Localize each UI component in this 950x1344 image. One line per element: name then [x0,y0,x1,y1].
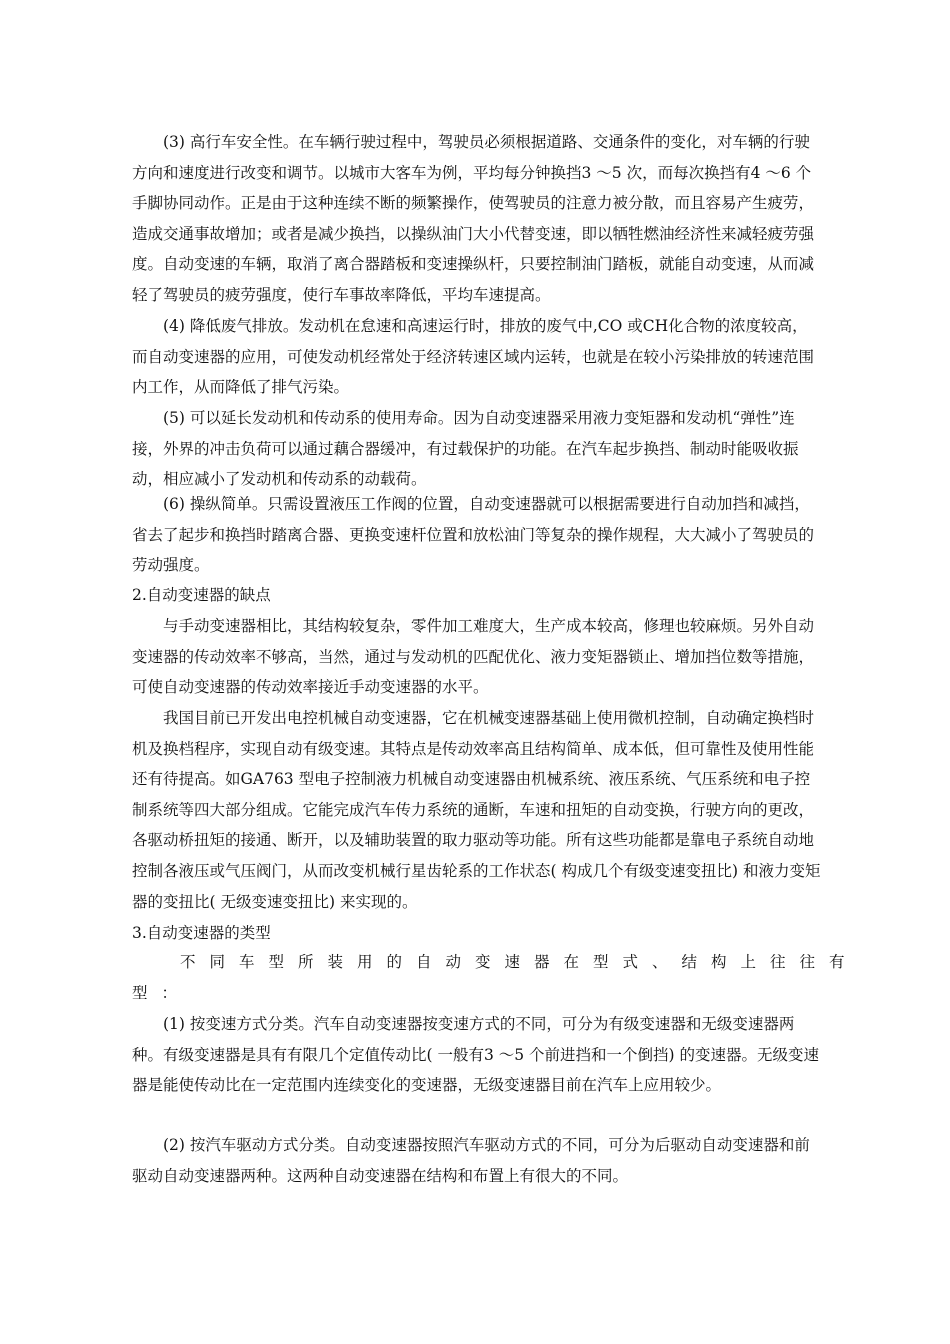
types-intro [132,947,938,1008]
paragraph-simple-operation: (6) 操纵简单。只需设置液压工作阀的位置，自动变速器就可以根据需要进行自动加挡和减挡，省去了起步和换挡时踏离合器、更换变速杆位置和放松油门等复杂的操作规程，大大减小了驾驶员的劳动强度。 [132,495,815,575]
paragraph-emissions: (4) 降低废气排放。发动机在怠速和高速运行时，排放的废气中,CO 或CH化合物的浓度较高，而自动变速器的应用，可使发动机经常处于经济转速区域内运转，也就是在较小污染排放的转速范围内工作，从而降低了排气污染。 [132,317,815,397]
paragraph-domestic-development: 我国目前已开发出电控机械自动变速器，它在机械变速器基础上使用微机控制，自动确定换档时机及换档程序，实现自动有级变速。其特点是传动效率高且结构简单、成本低，但可靠性及使用性能还有待提高。如GA763 型电子控制液力机械自动变速器由机械系统、液压系统、气压系统和电子控制系统等四大部分组成。它能完成汽车传力系统的通断，车速和扭矩的自动变换，行驶方向的更改，各驱动桥扭矩的接通、断开，以及辅助装置的取力驱动等功能。所有这些功能都是靠电子系统自动地控制各液压或气压阀门，从而改变机械行星齿轮系的工作状态( 构成几个有级变速变扭比) 和液力变矩器的变扭比( 无级变速变扭比) 来实现的。 [132,709,821,911]
paragraph-lifespan: (5) 可以延长发动机和传动系的使用寿命。因为自动变速器采用液力变矩器和发动机“弹性”连接，外界的冲击负荷可以通过藕合器缓冲，有过载保护的功能。在汽车起步换挡、制动时能吸收振动，相应减小了发动机和传动系的动载荷。 [132,409,799,489]
paragraph-drawbacks: 与手动变速器相比，其结构较复杂，零件加工难度大，生产成本较高，修理也较麻烦。另外自动变速器的传动效率不够高，当然，通过与发动机的匹配优化、液力变矩器锁止、增加挡位数等措施，可使自动变速器的传动效率接近手动变速器的水平。 [132,617,815,697]
types-intro-text-1: 不同车型所装用的自动变速器在型式、结构上往往有 [180,953,859,971]
types-intro-text-2: 型： [132,983,192,1002]
types-intro-line-1 [132,947,938,978]
paragraph-by-shift-method: (1) 按变速方式分类。汽车自动变速器按变速方式的不同，可分为有级变速器和无级变速器两种。有级变速器是具有有限几个定值传动比( 一般有3 ～5 个前进挡和一个倒挡) 的变速器。无级变速器是能使传动比在一定范围内连续变化的变速器，无级变速器目前在汽车上应用较少。 [132,1015,820,1095]
paragraph-safety: (3) 高行车安全性。在车辆行驶过程中，驾驶员必须根据道路、交通条件的变化，对车辆的行驶方向和速度进行改变和调节。以城市大客车为例，平均每分钟换挡3 ～5 次，而每次换挡有4 ～6 个手脚协同动作。正是由于这种连续不断的频繁操作，使驾驶员的注意力被分散，而且容易产生疲劳，造成交通事故增加；或者是减少换挡，以操纵油门大小代替变速，即以牺牲燃油经济性来减轻疲劳强度。自动变速的车辆，取消了离合器踏板和变速操纵杆，只要控制油门踏板，就能自动变速，从而减轻了驾驶员的疲劳强度，使行车事故率降低，平均车速提高。 [132,133,815,304]
paragraph-by-drive-method: (2) 按汽车驱动方式分类。自动变速器按照汽车驱动方式的不同，可分为后驱动自动变速器和前驱动自动变速器两种。这两种自动变速器在结构和布置上有很大的不同。 [132,1136,810,1185]
section-heading-drawbacks: 2.自动变速器的缺点 [132,586,271,604]
section-heading-types: 3.自动变速器的类型 [132,924,271,942]
